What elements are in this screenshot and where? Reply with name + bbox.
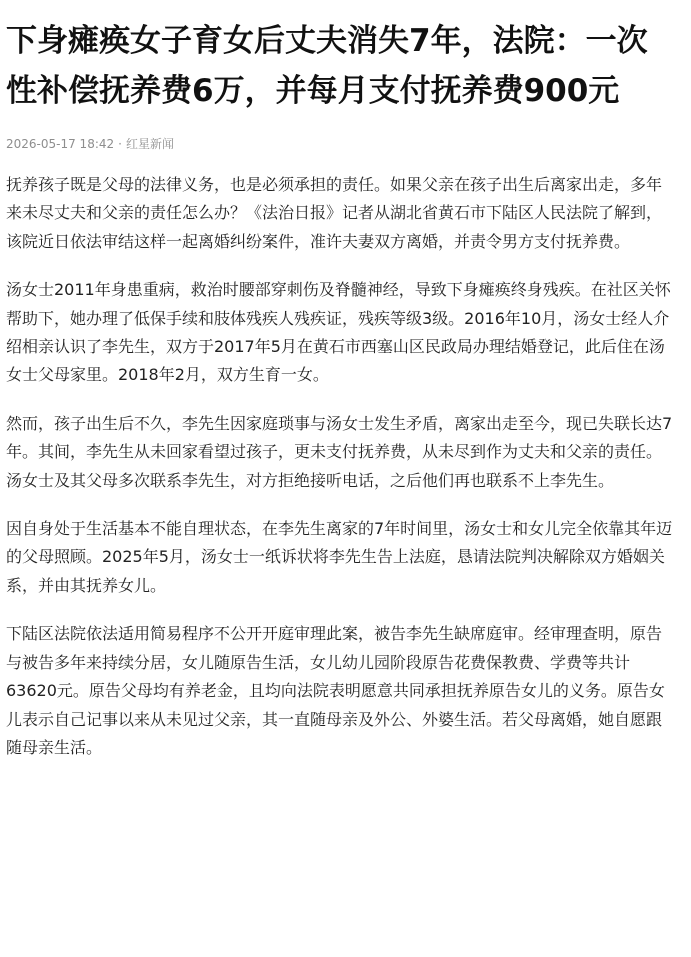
article-paragraph: 抚养孩子既是父母的法律义务，也是必须承担的责任。如果父亲在孩子出生后离家出走，多年来未尽丈夫和父亲的责任怎么办？《法治日报》记者从湖北省黄石市下陆区人民法院了解到，该院近日依法审结这样一起离婚纠纷案件，准许夫妻双方离婚，并责令男方支付抚养费。 [6,175,663,251]
article-paragraph: 下陆区法院依法适用简易程序不公开开庭审理此案，被告李先生缺席庭审。经审理查明，原告与被告多年来持续分居，女儿随原告生活，女儿幼儿园阶段原告花费保教费、学费等共计63620元。原告父母均有养老金，且均向法院表明愿意共同承担抚养原告女儿的义务。原告女儿表示自己记事以来从未见过父亲，其一直随母亲及外公、外婆生活。若父母离婚，她自愿跟随母亲生活。 [6,624,665,757]
meta-separator: · [118,137,122,151]
article-paragraph: 汤女士2011年身患重病，救治时腰部穿刺伤及脊髓神经，导致下身瘫痪终身残疾。在社区关怀帮助下，她办理了低保手续和肢体残疾人残疾证，残疾等级3级。2016年10月，汤女士经人介绍相亲认识了李先生，双方于2017年5月在黄石市西塞山区民政局办理结婚登记，此后住在汤女士父母家里。2018年2月，双方生育一女。 [6,280,671,385]
publish-date: 2026-05-17 18:42 [6,137,115,151]
article-title: 下身瘫痪女子育女后丈夫消失7年，法院：一次性补偿抚养费6万，并每月支付抚养费900元 [6,23,648,109]
article-paragraph: 然而，孩子出生后不久，李先生因家庭琐事与汤女士发生矛盾，离家出走至今，现已失联长达7年。其间，李先生从未回家看望过孩子，更未支付抚养费，从未尽到作为丈夫和父亲的责任。汤女士及其父母多次联系李先生，对方拒绝接听电话，之后他们再也联系不上李先生。 [6,413,673,490]
article-body [6,171,677,762]
article-meta [6,135,677,153]
source-name: 红星新闻 [125,137,174,151]
article-paragraph: 因自身处于生活基本不能自理状态，在李先生离家的7年时间里，汤女士和女儿完全依靠其年迈的父母照顾。2025年5月，汤女士一纸诉状将李先生告上法庭，恳请法院判决解除双方婚姻关系，并由其抚养女儿。 [6,519,673,595]
